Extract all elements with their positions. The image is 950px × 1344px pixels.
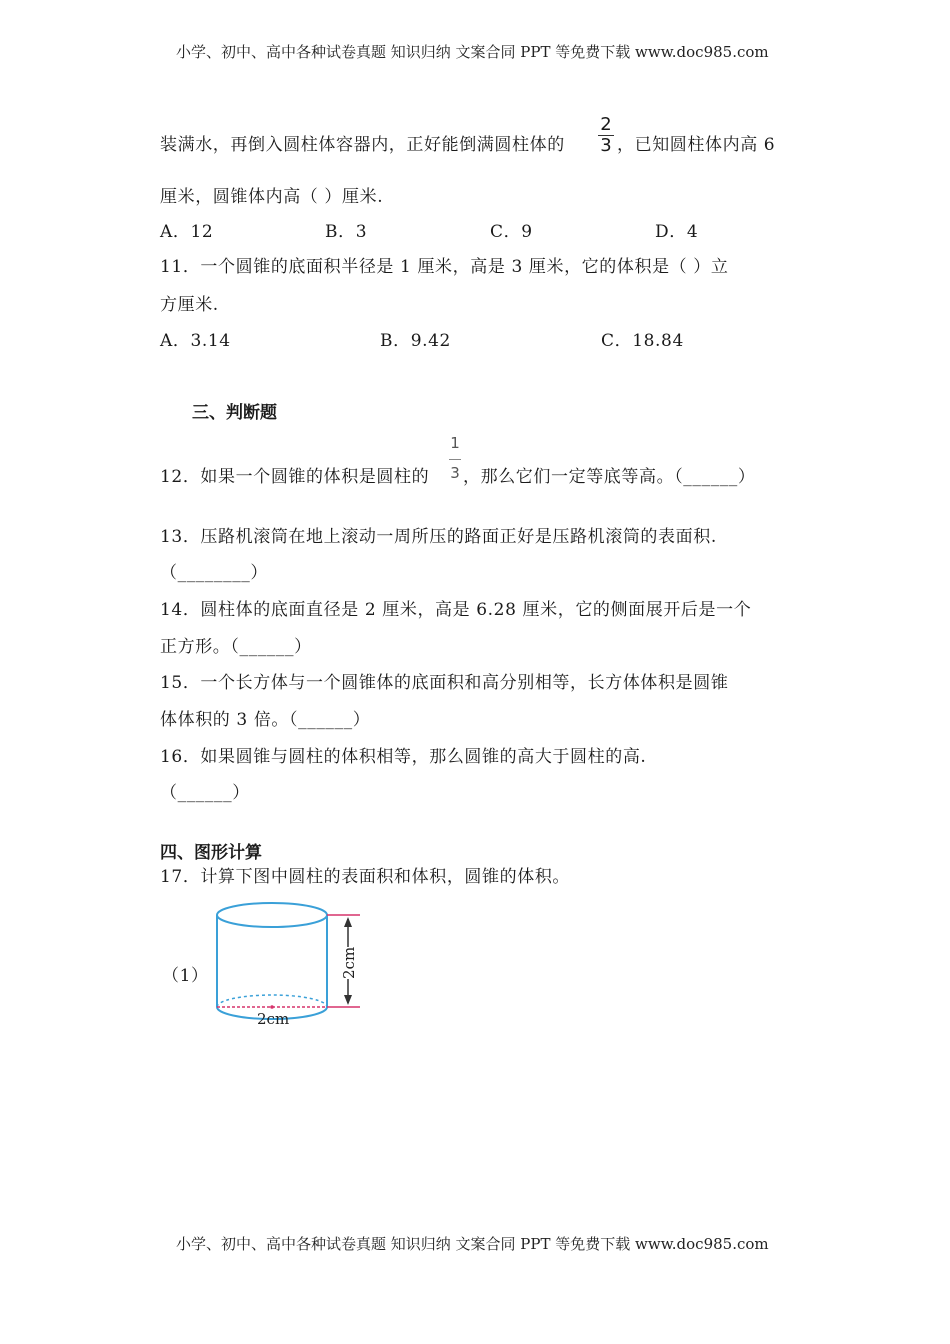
q10-line1-text: 装满水，再倒入圆柱体容器内，正好能倒满圆柱体的 [160,135,565,155]
q12-text: 12．如果一个圆锥的体积是圆柱的 [160,467,430,487]
center-dot [270,1005,274,1009]
q14-line1: 14．圆柱体的底面直径是 2 厘米，高是 6.28 厘米，它的侧面展开后是一个 [160,600,752,620]
page-footer: 小学、初中、高中各种试卷真题 知识归纳 文案合同 PPT 等免费下载 www.doc985.com [176,1235,769,1253]
cylinder-top-ellipse [217,903,327,927]
page-header: 小学、初中、高中各种试卷真题 知识归纳 文案合同 PPT 等免费下载 www.doc985.com [176,43,769,61]
q10-option-b: B．3 [325,222,368,242]
q12-fraction [449,436,461,481]
q12-text-tail: ，那么它们一定等底等高。（______） [463,467,756,487]
q15-line2: 体体积的 3 倍。（______） [160,710,371,730]
q16-answer-blank: （______） [160,783,250,803]
q11-line2: 方厘米. [160,295,219,315]
q12-fraction-denominator: 3 [450,464,460,482]
cylinder-figure [210,895,370,1035]
q17-part-label: （1） [162,966,209,986]
q14-line2: 正方形。（______） [160,637,312,657]
q10-line2: 厘米，圆锥体内高（ ）厘米. [160,187,384,207]
section-title-figure-calc: 四、图形计算 [160,843,262,863]
q16-line1: 16．如果圆锥与圆柱的体积相等，那么圆锥的高大于圆柱的高. [160,747,647,767]
q11-option-c: C．18.84 [601,331,684,351]
q10-option-d: D．4 [655,222,699,242]
q13-answer-blank: （________） [160,563,268,583]
q10-fraction-numerator: 2 [600,114,612,135]
fraction-bar [449,459,461,460]
q10-option-c: C．9 [490,222,533,242]
q13-line1: 13．压路机滚筒在地上滚动一周所压的路面正好是压路机滚筒的表面积. [160,527,717,547]
height-arrow-up [344,917,352,927]
q11-option-a: A．3.14 [160,331,231,351]
diameter-label: 2cm [257,1010,290,1028]
q17-text: 17．计算下图中圆柱的表面积和体积，圆锥的体积。 [160,867,571,887]
height-label: 2cm [340,946,358,979]
section-title-judgement: 三、判断题 [192,403,277,423]
height-arrow-down [344,995,352,1005]
q11-option-b: B．9.42 [380,331,451,351]
q10-fraction-denominator: 3 [600,135,612,156]
q12-fraction-numerator: 1 [450,434,460,452]
q11-line1: 11．一个圆锥的底面积半径是 1 厘米，高是 3 厘米，它的体积是（ ）立 [160,257,729,277]
q15-line1: 15．一个长方体与一个圆锥体的底面积和高分别相等，长方体体积是圆锥 [160,673,729,693]
q10-line1-tail: ，已知圆柱体内高 6 [617,135,776,155]
q10-fraction [598,116,614,155]
q10-option-a: A．12 [160,222,214,242]
